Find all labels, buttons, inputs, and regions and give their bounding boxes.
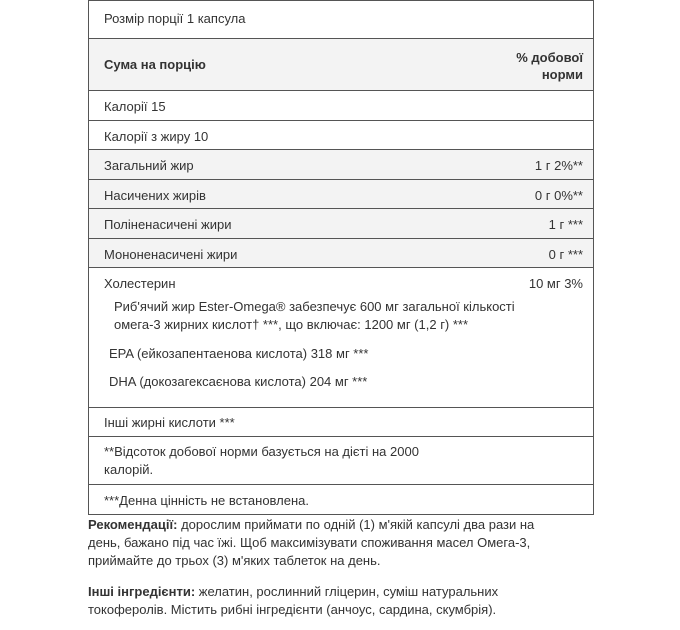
serving-size: Розмір порції 1 капсула xyxy=(104,11,246,26)
supplement-facts-table xyxy=(88,0,594,515)
nutrient-label: Калорії 15 xyxy=(104,99,166,114)
nutrient-value: 1 г *** xyxy=(548,217,583,232)
table-header-row xyxy=(89,39,593,91)
nutrient-row xyxy=(89,239,593,269)
footnote-dv-row xyxy=(89,437,593,485)
footnote-dnv-row xyxy=(89,485,593,515)
footnote-dv: **Відсоток добової норми базується на дієті на 2000 калорій. xyxy=(104,444,419,477)
footnote-dnv: ***Денна цінність не встановлена. xyxy=(104,493,310,508)
nutrient-value: 0 г 0%** xyxy=(534,187,583,203)
nutrient-row xyxy=(89,91,593,121)
nutrient-row xyxy=(89,209,593,239)
nutrient-value: 1 г 2%** xyxy=(534,158,583,173)
nutrient-label: Калорії з жиру 10 xyxy=(104,128,209,144)
other-fatty-label: Інші жирні кислоти *** xyxy=(104,415,235,430)
cholesterol-label: Холестерин xyxy=(104,276,176,291)
nutrient-label: Загальний жир xyxy=(104,158,194,173)
other-ingredients: Інші інгредієнти: желатин, рослинний гліцерин, суміш натуральних токоферолів. Містить рибні інгредієнти (анчоус, сардина, скумбрія). xyxy=(88,584,499,617)
serving-size-row xyxy=(89,1,593,39)
amount-per-serving-header: Сума на порцію xyxy=(104,57,206,72)
epa-line: EPA (ейкозапентаенова кислота) 318 мг *** xyxy=(109,346,369,361)
other-fatty-row xyxy=(89,408,593,437)
nutrient-value: 0 г *** xyxy=(548,246,583,262)
dha-line: DHA (докозагексаєнова кислота) 204 мг *** xyxy=(109,374,368,389)
recommendations: Рекомендації: дорослим приймати по одній (1) м'якій капсулі два рази на день, бажано під час їжі. Щоб максимізувати споживання масел Омега-3, приймайте до трьох (3) м'яких таблеток на день. xyxy=(88,517,535,568)
omega-note: Риб'ячий жир Ester-Omega® забезпечує 600 мг загальної кількості омега-3 жирних кислот† ***, що включає: 1200 мг (1,2 г) *** xyxy=(114,299,515,332)
nutrient-label: Мононенасичені жири xyxy=(104,246,238,262)
cholesterol-block xyxy=(89,268,593,408)
nutrient-label: Поліненасичені жири xyxy=(104,217,232,232)
cholesterol-value: 10 мг 3% xyxy=(528,276,583,291)
nutrient-row xyxy=(89,180,593,210)
daily-value-header: % добової норми xyxy=(516,50,583,82)
nutrient-row xyxy=(89,150,593,180)
nutrient-row xyxy=(89,121,593,151)
nutrient-label: Насичених жирів xyxy=(104,187,206,203)
